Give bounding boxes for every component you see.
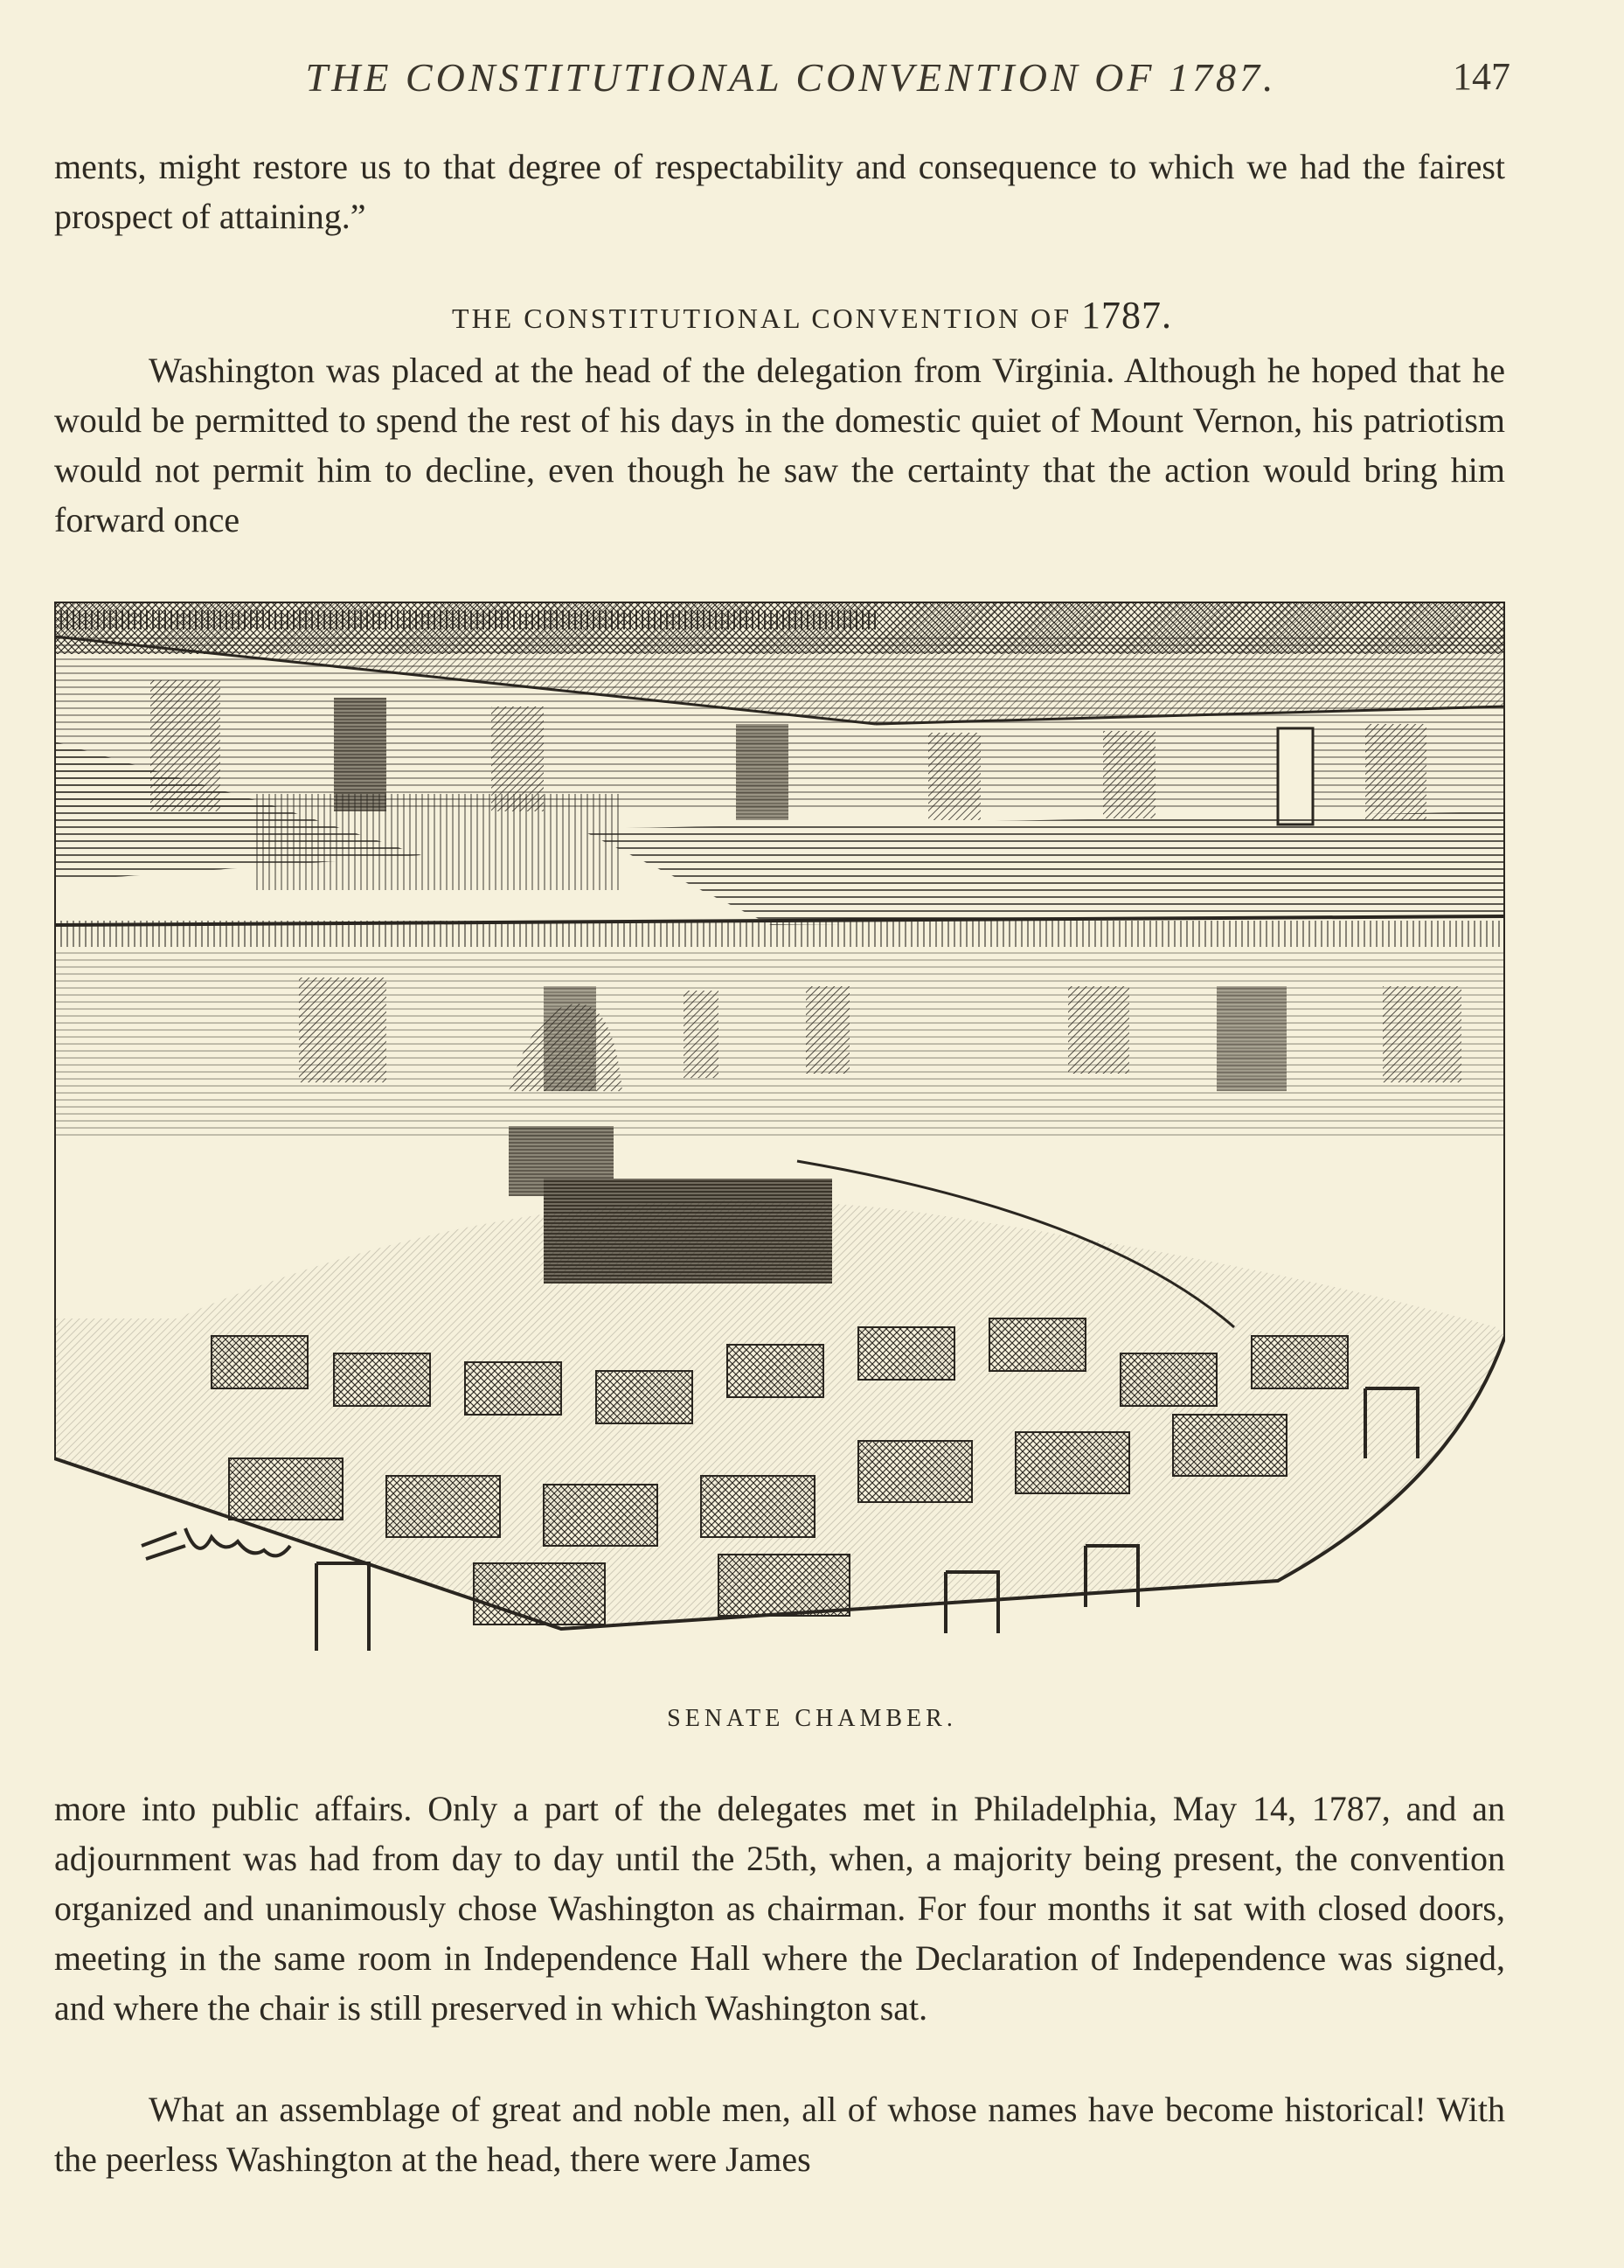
artist-signature (142, 1528, 290, 1559)
chamber-walls (54, 947, 1505, 1139)
paragraph-assemblage: What an assemblage of great and noble men, all of whose names have become historical! With the peerless Washington at the head, there were James (54, 2090, 1505, 2179)
figure-caption: SENATE CHAMBER. (667, 1705, 957, 1732)
section-heading-text: THE CONSTITUTIONAL CONVENTION OF (452, 303, 1072, 334)
section-heading (0, 293, 1624, 337)
paragraph-convention-organized: more into public affairs. Only a part of the delegates met in Philadelphia, May 14, 1787, and an adjournment was had from day to day until the 25th, when, a majority being present, the convention organized and unanimously chose Washington as chairman. For four months it sat with closed doors, meeting in the same room in Independence Hall where the Declaration of Independence was signed, and where the chair is still preserved in which Washington sat. (54, 1789, 1505, 2028)
running-head (0, 54, 1624, 107)
running-head-title: THE CONSTITUTIONAL CONVENTION OF 1787. (305, 55, 1277, 100)
paragraph-washington-delegation: Washington was placed at the head of the delegation from Virginia. Although he hoped that he would be permitted to spend the rest of his days in the domestic quiet of Mount Vernon, his patriotism would not permit him to decline, even though he saw the certainty that the action would bring him forward once (54, 351, 1505, 539)
paragraph-continuation: ments, might restore us to that degree of respectability and consequence to which we had the fairest prospect of attaining.” (54, 147, 1505, 236)
section-heading-year: 1787. (1080, 294, 1172, 337)
senate-chamber-engraving (54, 602, 1505, 1679)
page-number: 147 (1453, 55, 1510, 98)
